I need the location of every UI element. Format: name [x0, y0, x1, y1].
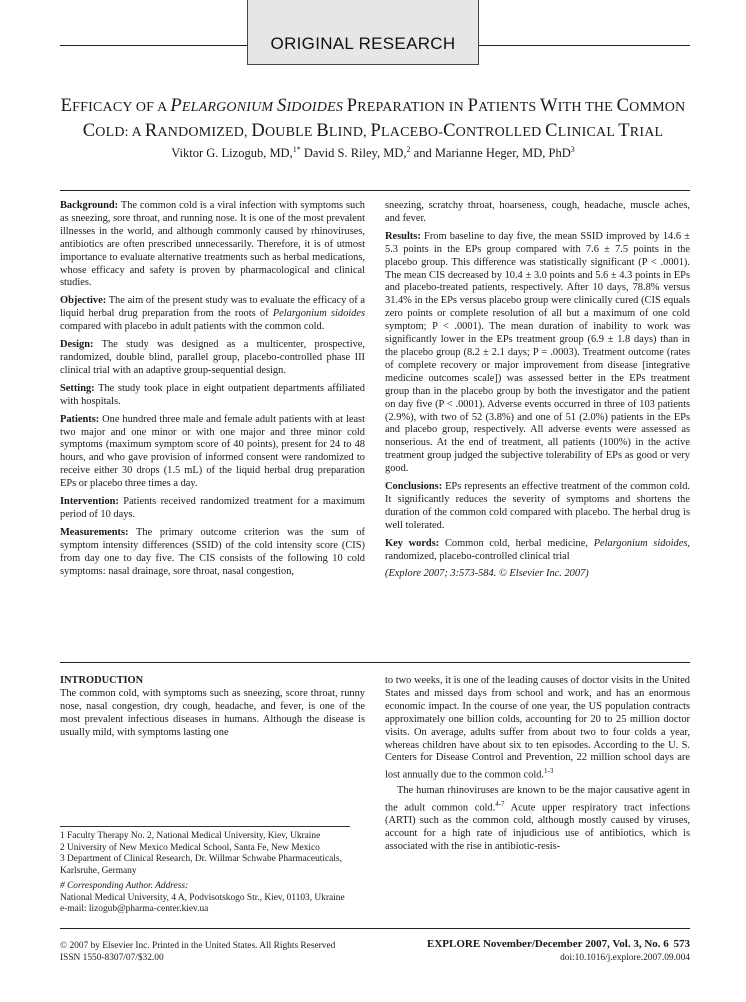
abstract-citation: (Explore 2007; 3:573-584. © Elsevier Inc. 2007): [385, 568, 589, 580]
abstract-background: Background: The common cold is a viral infection with symptoms such as sneezing, sore throat, and running nose. It is one of the most prevalent illnesses in the world, and although commonly caused by rhinoviruses, antibiotics are often prescribed unnecessarily. Therefore, it is of utmost importance to evaluate alternative treatments such as herbal medications, whose efficacy and safety is proven by pharmacological and clinical studies.: [60, 200, 365, 289]
abstract-results: Results: From baseline to day five, the mean SSID improved by 14.6 ± 5.3 points in the EPs group compared with 7.6 ± 7.5 points in the placebo group. This difference was statistically significant (P < .0001). The mean CIS decreased by 10.4 ± 3.0 points and 5.6 ± 4.3 points in EPs and placebo-treated patients, respectively. After 10 days, 78.8% versus 31.4% in the EPs versus placebo group were clinically cured (CIS equals zero points or complete resolution of all but a maximum of one cold symptom; P < .0001). The mean duration of inability to work was significantly lower in the EPs treatment group (6.9 ± 1.8 days) than in the placebo group (8.2 ± 2.1 days; P = .0003). Treatment outcome (rates of complete recovery or major improvement from disease [integrative medicine outcomes scale]) was assessed better in the EPs treatment group than in the placebo group by both the investigator and the patient on day five (P < .0001). Adverse events occurred in three of 103 patients (2.9%), with two of 52 (3.8%) and one of 51 (2.0%) patients in the EPs and placebo group, respectively. All adverse events were assessed as nonserious. At the end of treatment, all patients (100%) in the active treatment group judged the subjective tolerability of EPs as good or very good.: [385, 230, 690, 475]
author-affiliations: [60, 826, 365, 916]
header-rule-left: [60, 45, 247, 46]
article-title-line-1: EFFICACY OF A PELARGONIUM SIDOIDES PREPARATION IN PATIENTS WITH THE COMMON: [60, 96, 686, 116]
page-number: 573: [673, 938, 690, 950]
abstract-conclusions: Conclusions: EPs represents an effective treatment of the common cold. It significantly reduces the severity of symptoms and shortens the duration of the common cold compared with placebo. The herbal drug is well tolerated.: [385, 481, 690, 531]
issn: ISSN 1550-8307/07/$32.00: [60, 953, 164, 963]
abstract-measurements-cont: sneezing, scratchy throat, hoarseness, cough, headache, muscle aches, and fever.: [385, 200, 690, 224]
introduction-paragraph-2: The human rhinoviruses are known to be the major causative agent in the adult common cold.$^{4-7}$ Acute upper respiratory tract infections (ARTI) such as the common cold, although mostly caused by viruses, account for a high rate of injudicious use of antibiotics, which is associated with the rise in antibiotic-resis-: [385, 784, 690, 852]
corresponding-author-label: # Corresponding Author. Address:: [60, 880, 189, 891]
introduction-right-column: [385, 675, 690, 859]
section-label: ORIGINAL RESEARCH: [270, 34, 456, 53]
abstract-design: Design: The study was designed as a multicenter, prospective, randomized, double blind, parallel group, placebo-controlled phase III clinical trial with an adaptive group-sequential design.: [60, 339, 365, 376]
doi: doi:10.1016/j.explore.2007.09.004: [560, 953, 690, 963]
introduction-paragraph-1: The common cold, with symptoms such as sneezing, score throat, runny nose, nasal congestion, dry cough, headache, and fever, is one of the most prevalent infectious diseases in humans. Although the disease is usually mild, with symptoms lasting one: [60, 687, 365, 738]
abstract-keywords: Key words: Common cold, herbal medicine, Pelargonium sidoides, randomized, placebo-controlled clinical trial: [385, 537, 690, 562]
affiliation-3: 3 Department of Clinical Research, Dr. Willmar Schwabe Pharmaceuticals, Karlsruhe, Germany: [60, 854, 342, 877]
abstract-bottom-rule: [60, 662, 690, 663]
abstract-patients: Patients: One hundred three male and female adult patients with at least two major and one minor or with one major and three minor cold symptoms (maximum symptom score of 40 points), present for 24 to 48 hours, and who gave provision of informed consent were randomized to receive either 30 drops (1.5 mL) of the liquid herbal drug preparation EPs or placebo three times a day.: [60, 413, 365, 490]
affiliation-1: 1 Faculty Therapy No. 2, National Medical University, Kiev, Ukraine: [60, 831, 321, 841]
abstract-setting: Setting: The study took place in eight outpatient departments affiliated with hospitals.: [60, 382, 365, 407]
abstract-top-rule: [60, 190, 690, 191]
corresponding-author-address: National Medical University, 4 A, Podvisotskogo Str., Kiev, 01103, Ukraine: [60, 892, 345, 903]
introduction-paragraph-1-cont: to two weeks, it is one of the leading causes of doctor visits in the United States and missed days from school and work, and has an enormous economic impact. In the course of one year, the US population contracts approximately one billion colds, accounting for 20 to 25 million doctor visits. On average, adults suffer from about two to four colds a year, whereas children have about six to ten episodes. According to the U. S. Centers for Disease Control and Prevention, 22 million school days are lost annually due to the common cold.$^{1-3}$: [385, 675, 690, 781]
article-title-line-2: COLD: A RANDOMIZED, DOUBLE BLIND, PLACEBO-CONTROLLED CLINICAL TRIAL: [82, 121, 664, 141]
introduction-left-column: [60, 675, 365, 745]
footer-rule: [60, 928, 690, 929]
author-list: Viktor G. Lizogub, MD,$^{1*}$ David S. Riley, MD,$^2$ and Marianne Heger, MD, PhD$^3$: [171, 145, 575, 161]
affiliation-2: 2 University of New Mexico Medical School, Santa Fe, New Mexico: [60, 842, 320, 853]
introduction-heading: INTRODUCTION: [60, 675, 144, 686]
footer-copyright-block: [60, 940, 335, 964]
abstract-left-column: [60, 200, 365, 583]
journal-issue: EXPLORE November/December 2007, Vol. 3, No. 6: [427, 938, 669, 950]
corresponding-author-email: e-mail: lizogub@pharma-center.kiev.ua: [60, 904, 209, 915]
section-label-box: [247, 0, 479, 65]
copyright-notice: © 2007 by Elsevier Inc. Printed in the United States. All Rights Reserved: [60, 941, 336, 951]
abstract-intervention: Intervention: Patients received randomized treatment for a maximum period of 10 days.: [60, 496, 365, 520]
footnote-rule: [60, 826, 350, 827]
abstract-measurements: Measurements: The primary outcome criterion was the sum of symptom intensity differences (SSID) of the cold intensity score (CIS) from day one to day five. The CIS consists of the following 10 cold symptoms: nasal drainage, sore throat, nasal congestion,: [60, 526, 365, 577]
footer-journal-block: [390, 938, 690, 965]
abstract-objective: Objective: The aim of the present study was to evaluate the efficacy of a liquid herbal drug preparation from the roots of Pelargonium sidoides compared with placebo in adult patients with the common cold.: [60, 295, 365, 333]
abstract-right-column: [385, 200, 690, 586]
header-rule-right: [479, 45, 690, 46]
